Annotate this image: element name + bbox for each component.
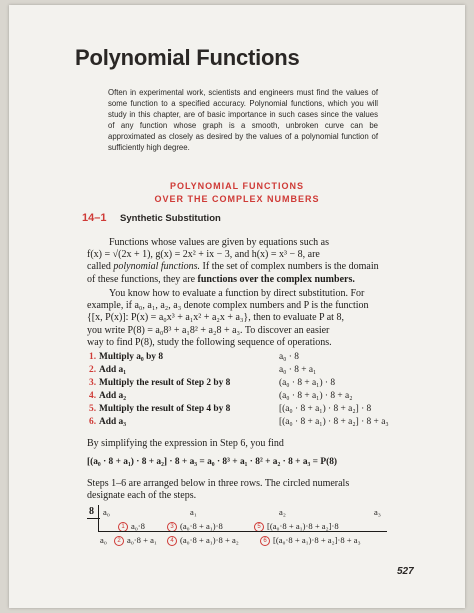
step-text: Multiply the result of Step 4 by 8 bbox=[99, 404, 231, 414]
rows-line-a: Steps 1–6 are arranged below in three rows. The circled numerals bbox=[87, 478, 350, 489]
coefficient-a2: a₂ bbox=[279, 507, 286, 517]
step-circle: 3 bbox=[167, 522, 177, 532]
para1-line-a: Functions whose values are given by equations such as bbox=[109, 237, 329, 248]
coefficient-a0: a₀ bbox=[103, 507, 110, 517]
para1-line-d-bold: functions over the complex numbers. bbox=[197, 273, 355, 285]
step-expression: a₀ · 8 bbox=[279, 352, 299, 362]
paragraph-functions bbox=[87, 237, 383, 286]
step-row bbox=[89, 391, 389, 402]
step-text: Add a₁ bbox=[99, 365, 127, 375]
para2-line-d: you write P(8) = a₀8³ + a₁8² + a₂8 + a₃. To discover an easier bbox=[87, 324, 330, 336]
coefficient-a3: a₃ bbox=[374, 507, 381, 517]
step-row bbox=[89, 417, 389, 428]
page-number: 527 bbox=[397, 566, 414, 577]
step-expression: a₀ · 8 + a₁ bbox=[279, 365, 317, 375]
step-circle: 6 bbox=[260, 536, 270, 546]
step-expression: (a₀ · 8 + a₁) · 8 bbox=[279, 378, 336, 388]
sum-rule bbox=[98, 531, 387, 532]
section-heading-line1: POLYNOMIAL FUNCTIONS bbox=[169, 181, 304, 191]
paragraph-rows bbox=[87, 478, 383, 502]
step-number: 2. bbox=[89, 365, 97, 375]
step-circle: 2 bbox=[114, 536, 124, 546]
product-expression: [(a₀·8 + a₁)·8 + a₂]·8 bbox=[267, 521, 339, 531]
product-expression: a₀·8 bbox=[131, 521, 145, 531]
paragraph-evaluation bbox=[87, 288, 383, 349]
step-circle: 4 bbox=[167, 536, 177, 546]
divisor: 8 bbox=[89, 506, 94, 517]
step-number: 5. bbox=[89, 404, 97, 414]
step-row bbox=[89, 378, 389, 389]
section-heading-line2: OVER THE COMPLEX NUMBERS bbox=[154, 194, 320, 204]
step-number: 6. bbox=[89, 417, 97, 427]
para2-line-c: {[x, P(x)]: P(x) = a₀x³ + a₁x² + a₂x + a₃}, then to evaluate P at 8, bbox=[87, 312, 344, 324]
step-expression: [(a₀ · 8 + a₁) · 8 + a₂] · 8 + a₃ bbox=[279, 417, 389, 427]
divisor-underline bbox=[87, 518, 100, 519]
step-row bbox=[89, 352, 389, 363]
simplify-line: By simplifying the expression in Step 6, you find bbox=[87, 438, 284, 449]
section-number: 14–1 bbox=[82, 212, 107, 224]
step-text: Multiply a₀ by 8 bbox=[99, 352, 164, 362]
sum-cell bbox=[114, 535, 157, 546]
para1-line-b: f(x) = √(2x + 1), g(x) = 2x² + ix − 3, and h(x) = x³ − 8, are bbox=[87, 249, 320, 261]
step-row bbox=[89, 404, 389, 415]
step-text: Add a₂ bbox=[99, 391, 127, 401]
sum-expression: (a₀·8 + a₁)·8 + a₂ bbox=[180, 535, 239, 545]
para1-line-c-post: If the set of complex numbers is the domain bbox=[200, 261, 379, 273]
step-number: 1. bbox=[89, 352, 97, 362]
coefficient-a1: a₁ bbox=[190, 507, 197, 517]
step-expression: [(a₀ · 8 + a₁) · 8 + a₂] · 8 bbox=[279, 404, 372, 414]
step-number: 4. bbox=[89, 391, 97, 401]
textbook-page bbox=[9, 5, 465, 608]
step-text: Add a₃ bbox=[99, 417, 127, 427]
para2-line-e: way to find P(8), study the following sequence of operations. bbox=[87, 336, 332, 348]
step-circle: 5 bbox=[254, 522, 264, 532]
rows-line-b: designate each of the steps. bbox=[87, 490, 197, 502]
step-row bbox=[89, 365, 389, 376]
para1-line-c-em: polynomial functions. bbox=[113, 261, 201, 273]
sum-expression: a₀·8 + a₁ bbox=[127, 535, 157, 545]
step-number: 3. bbox=[89, 378, 97, 388]
step-expression: (a₀ · 8 + a₁) · 8 + a₂ bbox=[279, 391, 353, 401]
sum-cell bbox=[167, 535, 239, 546]
para2-line-a: You know how to evaluate a function by direct substitution. For bbox=[109, 288, 365, 299]
section-title: Synthetic Substitution bbox=[120, 213, 221, 224]
identity-equation: [(a₀ · 8 + a₁) · 8 + a₂] · 8 + a₃ = a₀ · 8³ + a₁ · 8² + a₂ · 8 + a₃ = P(8) bbox=[87, 457, 337, 467]
para1-line-d-pre: of these functions, they are bbox=[87, 273, 198, 285]
para1-line-c-pre: called bbox=[87, 261, 114, 273]
step-circle: 1 bbox=[118, 522, 128, 532]
product-expression: (a₀·8 + a₁)·8 bbox=[180, 521, 223, 531]
result-a0: a₀ bbox=[100, 535, 107, 545]
sum-expression: [(a₀·8 + a₁)·8 + a₂]·8 + a₃ bbox=[273, 535, 361, 545]
sum-cell bbox=[260, 535, 361, 546]
chapter-title: Polynomial Functions bbox=[75, 45, 300, 70]
step-text: Multiply the result of Step 2 by 8 bbox=[99, 378, 231, 388]
chapter-intro: Often in experimental work, scientists and engineers must find the values of some function to a specified accuracy. Polynomial functions, which you will study in this chapter, are of basic importance in such cases since the values of any function whose graph is a smooth, unbroken curve can be approximated as closely as desired by the values of a polynomial function of sufficiently high degree. bbox=[108, 88, 378, 153]
para2-line-b: example, if a₀, a₁, a₂, a₃ denote complex numbers and P is the function bbox=[87, 300, 369, 312]
